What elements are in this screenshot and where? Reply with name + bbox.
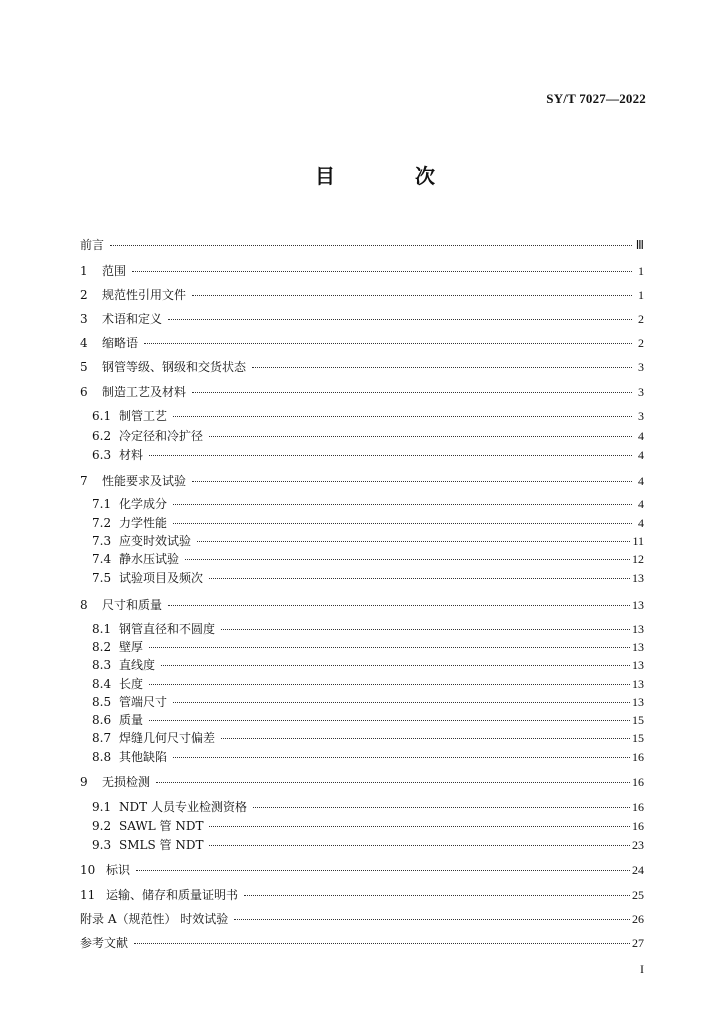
toc-entry-number: 3 bbox=[80, 312, 88, 326]
dot-leader bbox=[173, 745, 630, 758]
toc-entry-label: 其他缺陷 bbox=[119, 750, 168, 764]
toc-entry-page: 3 bbox=[638, 409, 644, 423]
toc-entry-page: 24 bbox=[632, 863, 644, 877]
dot-leader bbox=[173, 492, 632, 505]
toc-entry-number: 7.1 bbox=[92, 497, 112, 511]
toc-entry[interactable] bbox=[92, 729, 644, 745]
toc-entry-number: 8.8 bbox=[92, 750, 112, 764]
toc-entry-number: 8 bbox=[80, 598, 88, 612]
toc-entry-page: 12 bbox=[632, 552, 644, 566]
standard-code: SY/T 7027—2022 bbox=[546, 91, 646, 106]
toc-entry[interactable] bbox=[92, 748, 644, 764]
toc-entry[interactable] bbox=[80, 310, 644, 326]
toc-entry-label: 材料 bbox=[119, 448, 144, 462]
dot-leader bbox=[209, 814, 630, 827]
toc-entry-label: 静水压试验 bbox=[119, 552, 180, 566]
toc-entry[interactable] bbox=[80, 910, 644, 926]
toc-entry-label: 焊缝几何尺寸偏差 bbox=[119, 731, 216, 745]
toc-entry-label: 钢管直径和不圆度 bbox=[119, 622, 216, 636]
toc-entry-label: 尺寸和质量 bbox=[102, 598, 163, 612]
toc-entry-number: 8.3 bbox=[92, 658, 112, 672]
toc-entry-page: 16 bbox=[632, 800, 644, 814]
toc-entry-label: 直线度 bbox=[119, 658, 156, 672]
toc-entry-number: 9 bbox=[80, 775, 88, 789]
toc-entry-page: 2 bbox=[638, 336, 644, 350]
toc-entry-label: 冷定径和冷扩径 bbox=[119, 429, 204, 443]
dot-leader bbox=[144, 331, 632, 344]
toc-entry[interactable] bbox=[92, 446, 644, 462]
toc-entry-page: 16 bbox=[632, 775, 644, 789]
toc-entry-page: 4 bbox=[638, 429, 644, 443]
toc-entry[interactable] bbox=[92, 836, 644, 852]
dot-leader bbox=[149, 443, 632, 456]
toc-entry-label: 参考文献 bbox=[80, 936, 129, 950]
dot-leader bbox=[209, 833, 630, 846]
toc-entry-page: 4 bbox=[638, 448, 644, 462]
toc-entry-label: 质量 bbox=[119, 713, 144, 727]
toc-entry-number: 2 bbox=[80, 288, 88, 302]
toc-entry-page: 1 bbox=[638, 288, 644, 302]
toc-entry-number: 11 bbox=[80, 888, 96, 902]
toc-entry-number: 6.2 bbox=[92, 429, 112, 443]
toc-entry-number: 6.3 bbox=[92, 448, 112, 462]
toc-entry[interactable] bbox=[92, 550, 644, 566]
toc-entry-number: 8.1 bbox=[92, 622, 112, 636]
toc-entry-number: 9.3 bbox=[92, 838, 112, 852]
toc-entry-label: 化学成分 bbox=[119, 497, 168, 511]
toc-entry-page: 16 bbox=[632, 750, 644, 764]
toc-entry[interactable] bbox=[92, 495, 644, 511]
toc-entry-label: 应变时效试验 bbox=[119, 534, 192, 548]
toc-entry-page: 4 bbox=[638, 474, 644, 488]
toc-entry[interactable] bbox=[80, 286, 644, 302]
toc-entry-page: 26 bbox=[632, 912, 644, 926]
dot-leader bbox=[173, 690, 630, 703]
toc-entry-label: 长度 bbox=[119, 677, 144, 691]
toc-entry-page: 13 bbox=[632, 695, 644, 709]
toc-entry-label: 钢管等级、钢级和交货状态 bbox=[102, 360, 247, 374]
dot-leader bbox=[149, 672, 630, 685]
toc-entry-label: NDT 人员专业检测资格 bbox=[119, 800, 247, 814]
toc-entry[interactable] bbox=[92, 620, 644, 636]
toc-entry-label: 壁厚 bbox=[119, 640, 144, 654]
toc-entry[interactable] bbox=[92, 569, 644, 585]
toc-entry-label: 标识 bbox=[106, 863, 131, 877]
toc-entry-number: 4 bbox=[80, 336, 88, 350]
toc-entry-page: 13 bbox=[632, 622, 644, 636]
toc-entry[interactable] bbox=[92, 407, 644, 423]
toc-entry-label: SMLS 管 NDT bbox=[119, 838, 204, 852]
toc-entry[interactable] bbox=[80, 358, 644, 374]
dot-leader bbox=[161, 653, 630, 666]
dot-leader bbox=[209, 424, 632, 437]
toc-entry[interactable] bbox=[80, 472, 644, 488]
toc-entry-number: 8.7 bbox=[92, 731, 112, 745]
dot-leader bbox=[253, 795, 630, 808]
toc-entry-label: SAWL 管 NDT bbox=[119, 819, 204, 833]
toc-entry-page: 11 bbox=[632, 534, 644, 548]
toc-entry[interactable] bbox=[80, 886, 644, 902]
toc-entry-number: 6 bbox=[80, 385, 88, 399]
dot-leader bbox=[234, 907, 630, 920]
toc-entry-number: 8.5 bbox=[92, 695, 112, 709]
toc-entry-label: 试验项目及频次 bbox=[119, 571, 204, 585]
toc-entry-number: 8.4 bbox=[92, 677, 112, 691]
toc-entry-number: 7.2 bbox=[92, 516, 112, 530]
toc-entry-page: 13 bbox=[632, 571, 644, 585]
dot-leader bbox=[110, 233, 632, 246]
dot-leader bbox=[134, 931, 630, 944]
dot-leader bbox=[209, 566, 630, 579]
toc-entry-number: 7.5 bbox=[92, 571, 112, 585]
toc-entry[interactable] bbox=[92, 711, 644, 727]
dot-leader bbox=[149, 708, 630, 721]
toc-entry-label: 管端尺寸 bbox=[119, 695, 168, 709]
toc-entry-page: 13 bbox=[632, 640, 644, 654]
toc-entry[interactable] bbox=[80, 596, 644, 612]
dot-leader bbox=[252, 355, 632, 368]
toc-entry-page: 4 bbox=[638, 497, 644, 511]
toc-entry-label: 运输、储存和质量证明书 bbox=[106, 888, 239, 902]
toc-entry-label: 缩略语 bbox=[102, 336, 139, 350]
dot-leader bbox=[173, 511, 632, 524]
toc-entry-label: 规范性引用文件 bbox=[102, 288, 187, 302]
dot-leader bbox=[173, 404, 632, 417]
toc-entry[interactable] bbox=[80, 334, 644, 350]
toc-entry-number: 6.1 bbox=[92, 409, 112, 423]
toc-entry[interactable] bbox=[80, 383, 644, 399]
toc-entry-page: 4 bbox=[638, 516, 644, 530]
dot-leader bbox=[156, 770, 630, 783]
dot-leader bbox=[197, 529, 630, 542]
toc-entry[interactable] bbox=[80, 236, 644, 252]
toc-entry[interactable] bbox=[80, 861, 644, 877]
dot-leader bbox=[221, 617, 630, 630]
toc-entry-page: 27 bbox=[632, 936, 644, 950]
toc-entry[interactable] bbox=[92, 532, 644, 548]
toc-entry-page: 13 bbox=[632, 598, 644, 612]
toc-entry-number: 10 bbox=[80, 863, 96, 877]
toc-entry-page: 1 bbox=[638, 264, 644, 278]
toc-entry[interactable] bbox=[92, 514, 644, 530]
dot-leader bbox=[168, 593, 630, 606]
dot-leader bbox=[192, 283, 632, 296]
toc-entry-number: 8.2 bbox=[92, 640, 112, 654]
toc-entry-page: 15 bbox=[632, 713, 644, 727]
page-number: I bbox=[640, 962, 644, 976]
toc-entry-label: 无损检测 bbox=[102, 775, 151, 789]
toc-entry-label: 前言 bbox=[80, 238, 105, 252]
toc-entry-number: 5 bbox=[80, 360, 88, 374]
toc-entry-label: 附录 A（规范性） 时效试验 bbox=[80, 912, 229, 926]
toc-entry-page: 25 bbox=[632, 888, 644, 902]
dot-leader bbox=[185, 547, 630, 560]
toc-entry-label: 范围 bbox=[102, 264, 127, 278]
toc-entry-number: 9.2 bbox=[92, 819, 112, 833]
toc-entry-label: 力学性能 bbox=[119, 516, 168, 530]
toc-entry[interactable] bbox=[92, 798, 644, 814]
toc-entry-page: 2 bbox=[638, 312, 644, 326]
toc-entry[interactable] bbox=[92, 427, 644, 443]
toc-entry-number: 7 bbox=[80, 474, 88, 488]
toc-entry-number: 8.6 bbox=[92, 713, 112, 727]
dot-leader bbox=[132, 259, 632, 272]
page-title: 目 次 bbox=[315, 164, 465, 188]
dot-leader bbox=[149, 635, 630, 648]
toc-entry[interactable] bbox=[92, 638, 644, 654]
dot-leader bbox=[221, 726, 630, 739]
toc-entry-number: 9.1 bbox=[92, 800, 112, 814]
dot-leader bbox=[168, 307, 632, 320]
dot-leader bbox=[192, 380, 632, 393]
toc-entry-page: 13 bbox=[632, 677, 644, 691]
toc-entry[interactable] bbox=[80, 934, 644, 950]
toc-entry-label: 制造工艺及材料 bbox=[102, 385, 187, 399]
toc-entry-label: 制管工艺 bbox=[119, 409, 168, 423]
toc-entry[interactable] bbox=[92, 693, 644, 709]
toc-entry-page: 15 bbox=[632, 731, 644, 745]
toc-entry-number: 1 bbox=[80, 264, 88, 278]
toc-entry-number: 7.4 bbox=[92, 552, 112, 566]
toc-entry-page: 3 bbox=[638, 360, 644, 374]
toc-entry[interactable] bbox=[92, 675, 644, 691]
toc-entry-label: 术语和定义 bbox=[102, 312, 163, 326]
toc-entry[interactable] bbox=[80, 773, 644, 789]
toc-entry-page: Ⅲ bbox=[635, 238, 644, 252]
toc-entry-page: 16 bbox=[632, 819, 644, 833]
dot-leader bbox=[192, 469, 632, 482]
toc-entry[interactable] bbox=[92, 656, 644, 672]
dot-leader bbox=[244, 883, 630, 896]
toc-entry[interactable] bbox=[80, 262, 644, 278]
toc-entry-page: 23 bbox=[632, 838, 644, 852]
toc-entry-label: 性能要求及试验 bbox=[102, 474, 187, 488]
toc-entry-number: 7.3 bbox=[92, 534, 112, 548]
toc-entry-page: 3 bbox=[638, 385, 644, 399]
dot-leader bbox=[136, 858, 630, 871]
toc-entry-page: 13 bbox=[632, 658, 644, 672]
toc-entry[interactable] bbox=[92, 817, 644, 833]
